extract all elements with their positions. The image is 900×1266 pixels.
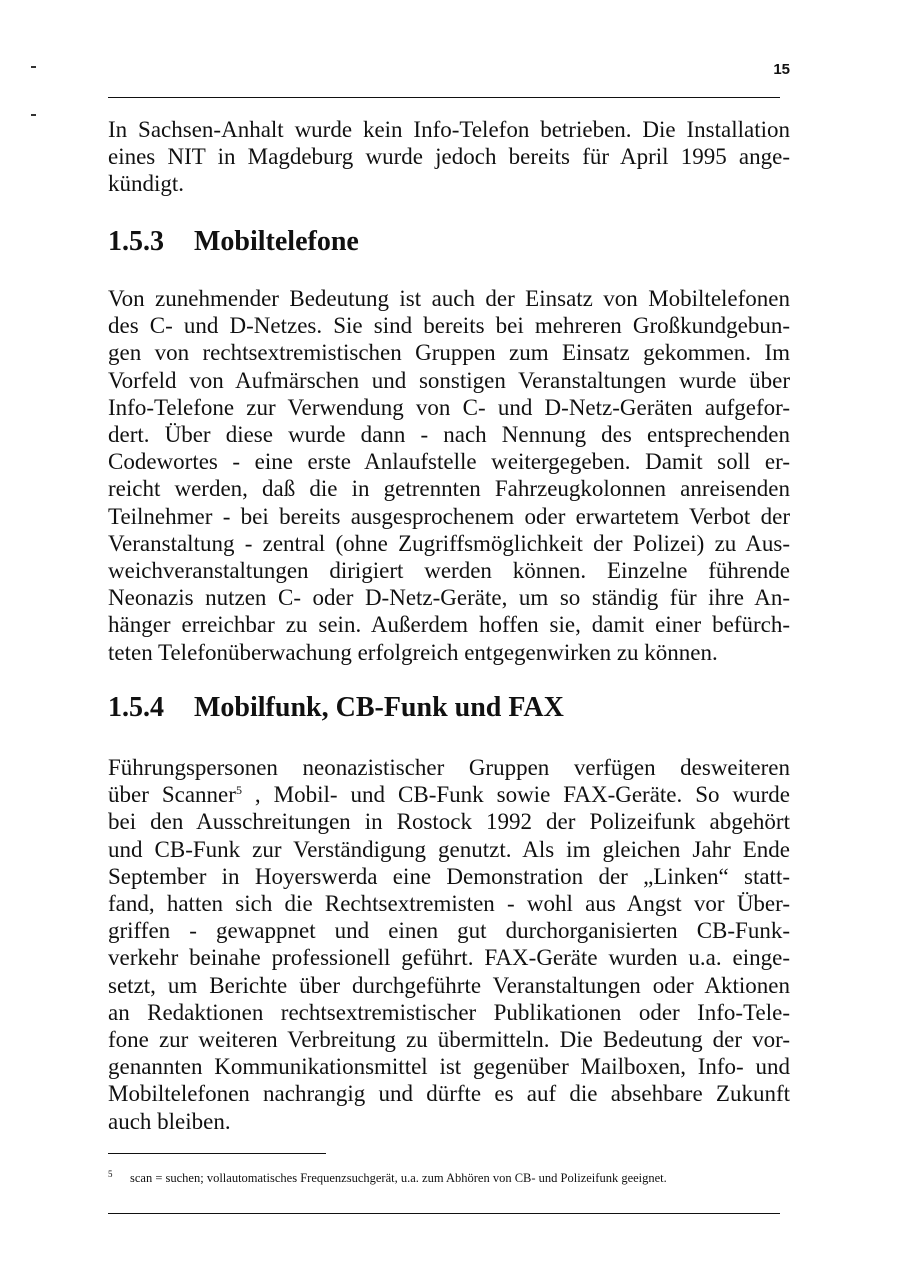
text-line: Vorfeld von Aufmärschen und sonstigen Veranstaltungen wurde über xyxy=(108,367,790,393)
section-number: 1.5.4 xyxy=(108,692,164,723)
text-line: auch bleiben. xyxy=(108,1108,231,1134)
text-line: an Redaktionen rechtsextremistischer Publikationen oder Info-Tele- xyxy=(108,999,790,1025)
text-line: fone zur weiteren Verbreitung zu übermitteln. Die Bedeutung der vor- xyxy=(108,1027,790,1053)
scan-mark-bottom xyxy=(31,114,36,116)
text-line: Von zunehmender Bedeutung ist auch der Einsatz von Mobiltelefonen xyxy=(108,286,790,311)
section-number: 1.5.3 xyxy=(108,226,164,257)
text-line: eines NIT in Magdeburg wurde jedoch bereits für April 1995 ange- xyxy=(108,144,790,170)
footnote-separator xyxy=(108,1153,326,1154)
text-line: setzt, um Berichte über durchgeführte Veranstaltungen oder Aktionen xyxy=(108,972,790,998)
section-heading xyxy=(108,692,564,724)
section-title: Mobilfunk, CB-Funk und FAX xyxy=(194,692,564,723)
text-line: bei den Ausschreitungen in Rostock 1992 der Polizeifunk abgehört xyxy=(108,809,790,835)
header-rule xyxy=(108,97,780,98)
text-line xyxy=(108,781,790,808)
intro-paragraph xyxy=(108,116,790,198)
text-line: gen von rechtsextremistischen Gruppen zum Einsatz gekommen. Im xyxy=(108,340,790,366)
text-line: September in Hoyerswerda eine Demonstration der „Linken“ statt- xyxy=(108,863,790,889)
text-line: fand, hatten sich die Rechtsextremisten - wohl aus Angst vor Über- xyxy=(108,891,790,917)
footer-rule xyxy=(108,1213,780,1214)
text-line: und CB-Funk zur Verständigung genutzt. Als im gleichen Jahr Ende xyxy=(108,836,790,862)
text-line: Info-Telefone zur Verwendung von C- und D-Netz-Geräten aufgefor- xyxy=(108,394,790,420)
section-heading xyxy=(108,226,359,258)
footnote-reference: 5 xyxy=(235,783,242,798)
footnote-mark: 5 xyxy=(108,1169,113,1179)
text-line: Neonazis nutzen C- oder D-Netz-Geräte, um so ständig für ihre An- xyxy=(108,585,790,611)
text-line: Führungspersonen neonazistischer Gruppen verfügen desweiteren xyxy=(108,755,790,780)
text-line: reicht werden, daß die in getrennten Fahrzeugkolonnen anreisenden xyxy=(108,476,790,502)
text-line: kündigt. xyxy=(108,171,185,197)
text-line: verkehr beinahe professionell geführt. FAX-Geräte wurden u.a. einge- xyxy=(108,945,790,971)
text-line: genannten Kommunikationsmittel ist gegenüber Mailboxen, Info- und xyxy=(108,1054,790,1080)
text-line: weichveranstaltungen dirigiert werden können. Einzelne führende xyxy=(108,558,790,584)
scan-mark-top xyxy=(31,66,36,68)
text-line: Veranstaltung - zentral (ohne Zugriffsmöglichkeit der Polizei) zu Aus- xyxy=(108,530,790,556)
text-line: hänger erreichbar zu sein. Außerdem hoffen sie, damit einer befürch- xyxy=(108,612,790,638)
text-line: In Sachsen-Anhalt wurde kein Info-Telefon betrieben. Die Installation xyxy=(108,117,790,142)
section-title: Mobiltelefone xyxy=(194,226,359,257)
footnote-text: scan = suchen; vollautomatisches Frequenzsuchgerät, u.a. zum Abhören von CB- und Polizeifunk geeignet. xyxy=(130,1171,667,1185)
text-line: griffen - gewappnet und einen gut durchorganisierten CB-Funk- xyxy=(108,918,790,944)
text-fragment: über Scanner xyxy=(108,782,236,808)
text-line: teten Telefonüberwachung erfolgreich entgegenwirken zu können. xyxy=(108,639,718,665)
page-number: 15 xyxy=(773,61,790,78)
text-fragment: , Mobil- und CB-Funk sowie FAX-Geräte. So wurde xyxy=(241,782,790,808)
text-line: Codewortes - eine erste Anlaufstelle weitergegeben. Damit soll er- xyxy=(108,449,790,475)
section-paragraph xyxy=(108,754,790,1135)
text-line: dert. Über diese wurde dann - nach Nennung des entsprechenden xyxy=(108,422,790,448)
text-line: Mobiltelefonen nachrangig und dürfte es auf die absehbare Zukunft xyxy=(108,1081,790,1107)
section-paragraph xyxy=(108,285,790,666)
text-line: des C- und D-Netzes. Sie sind bereits bei mehreren Großkundgebun- xyxy=(108,313,790,339)
text-line: Teilnehmer - bei bereits ausgesprochenem oder erwartetem Verbot der xyxy=(108,503,790,529)
footnote xyxy=(108,1166,790,1186)
